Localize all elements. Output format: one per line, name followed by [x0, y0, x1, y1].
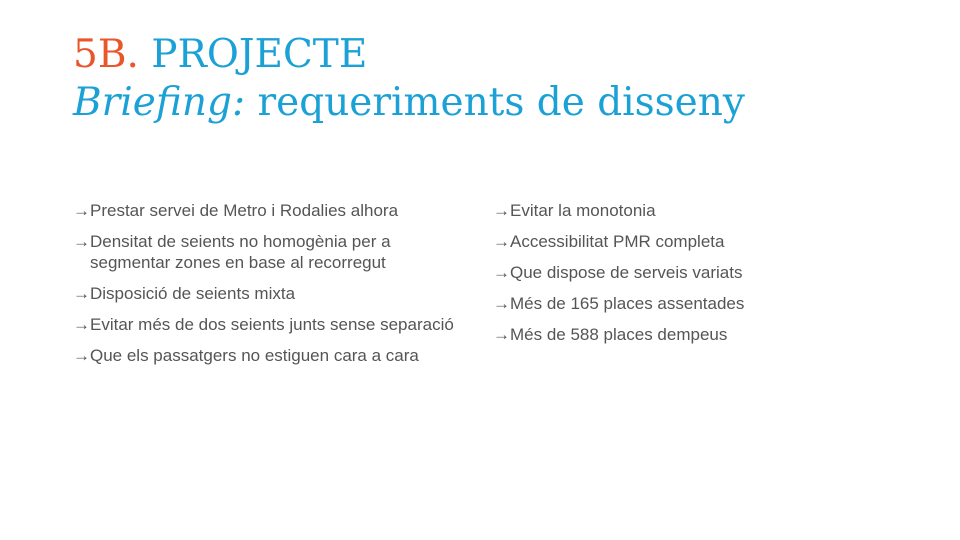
arrow-icon: → — [73, 315, 90, 334]
list-item-text: Densitat de seients no homogènia per a segmentar zones en base al recorregut — [90, 232, 391, 272]
arrow-icon: → — [73, 284, 90, 303]
title-number: 5B. — [73, 32, 139, 77]
list-item-text: Més de 165 places assentades — [510, 294, 745, 313]
list-item-text: Que els passatgers no estiguen cara a cara — [90, 346, 419, 365]
left-column — [73, 200, 473, 376]
list-item-text: Prestar servei de Metro i Rodalies alhora — [90, 201, 399, 220]
title-italic: Briefing: — [73, 80, 246, 125]
list-item — [493, 200, 913, 221]
list-item — [493, 262, 913, 283]
arrow-icon: → — [73, 232, 90, 251]
list-item — [73, 345, 473, 366]
title-subtitle-line — [73, 79, 745, 127]
list-item — [493, 293, 913, 314]
arrow-icon: → — [73, 346, 90, 365]
list-item-text: Més de 588 places dempeus — [510, 325, 728, 344]
right-column — [493, 200, 913, 355]
list-item-text: Accessibilitat PMR completa — [510, 232, 725, 251]
list-item — [493, 231, 913, 252]
arrow-icon: → — [493, 263, 510, 282]
list-item — [73, 231, 473, 273]
list-item — [493, 324, 913, 345]
list-item-text: Evitar la monotonia — [510, 201, 656, 220]
list-item — [73, 283, 473, 304]
title-main: PROJECTE — [151, 32, 368, 77]
arrow-icon: → — [493, 294, 510, 313]
slide-title — [73, 31, 745, 127]
list-item-text: Que dispose de serveis variats — [510, 263, 743, 282]
list-item — [73, 200, 473, 221]
arrow-icon: → — [493, 201, 510, 220]
arrow-icon: → — [493, 325, 510, 344]
title-rest: requeriments de disseny — [257, 80, 745, 125]
list-item-text: Disposició de seients mixta — [90, 284, 296, 303]
arrow-icon: → — [73, 201, 90, 220]
arrow-icon: → — [493, 232, 510, 251]
list-item — [73, 314, 473, 335]
list-item-text: Evitar més de dos seients junts sense separació — [90, 315, 454, 334]
